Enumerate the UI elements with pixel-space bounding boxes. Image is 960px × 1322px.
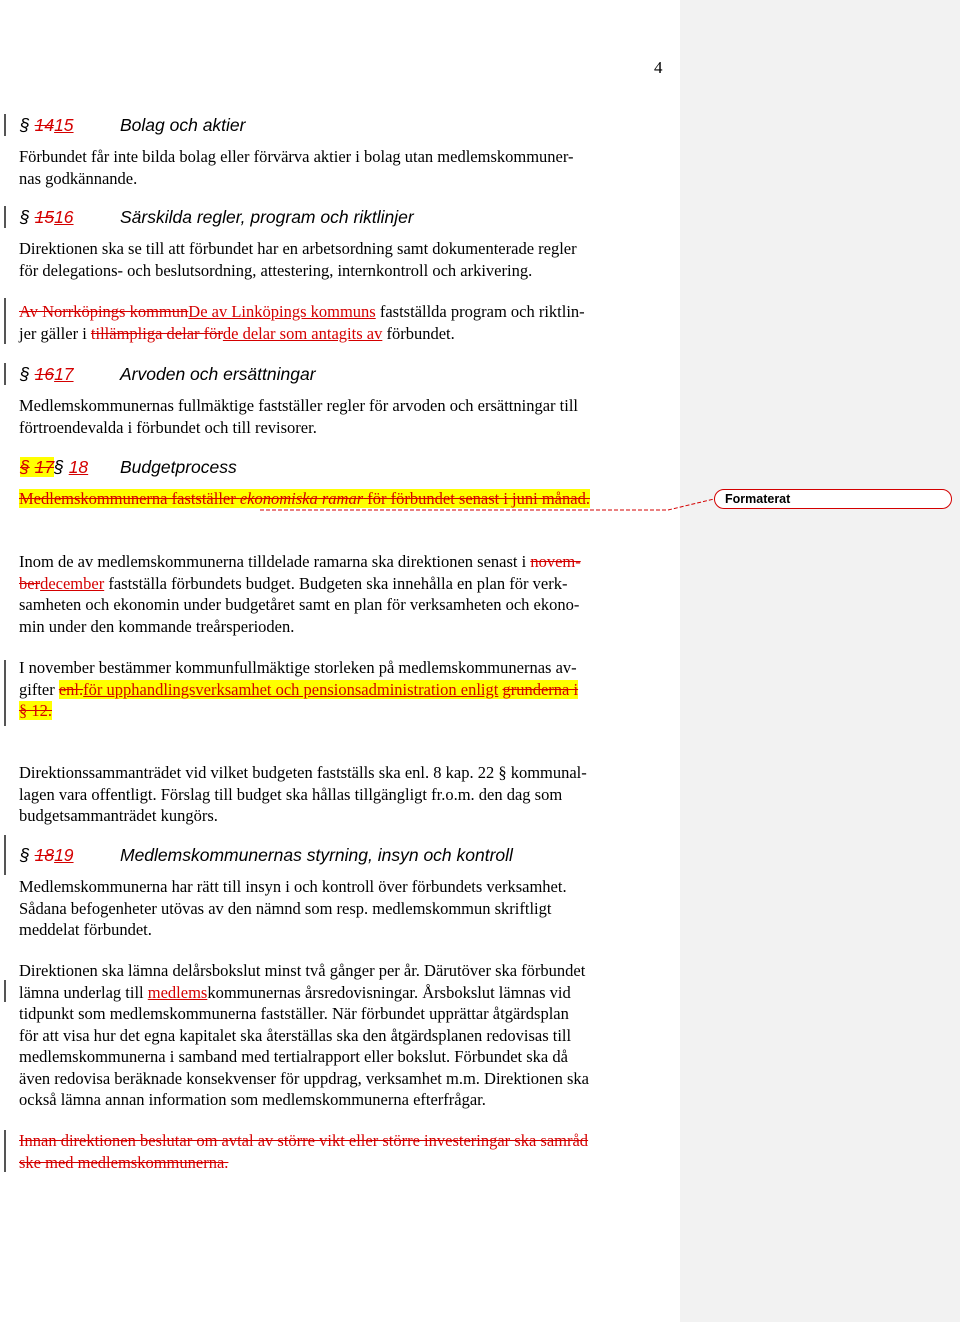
section-heading: § 1516 Särskilda regler, program och riktlinjer [20, 207, 414, 227]
paragraph: I november bestämmer kommunfullmäktige storleken på medlemskommunernas av- gifter enl.för upphandlingsverksamhet och pensionsadministration enligt grunderna i § 12. [19, 658, 579, 720]
change-bar [4, 1130, 6, 1172]
change-bar [4, 835, 6, 875]
section-heading: § 1415 Bolag och aktier [20, 115, 246, 135]
paragraph-deleted: Innan direktionen beslutar om avtal av större vikt eller större investeringar ska samråd ske med medlemskommunerna. [19, 1131, 589, 1172]
paragraph-deleted: Medlemskommunerna fastställer ekonomiska ramar för förbundet senast i juni månad. [19, 489, 590, 508]
paragraph: Direktionen ska se till att förbundet har en arbetsordning samt dokumenterade regler för delegations- och beslutsordning, attestering, internkontroll och arkivering. [19, 239, 577, 280]
comment-margin [680, 0, 960, 1322]
change-bar [4, 206, 6, 228]
change-bar [4, 660, 6, 726]
comment-balloon[interactable]: Formaterat [714, 489, 952, 509]
page-number: 4 [654, 58, 663, 77]
paragraph: Inom de av medlemskommunerna tilldelade ramarna ska direktionen senast i novem- berdecember fastställa förbundets budget. Budgeten ska innehålla en plan för verk- samheten och ekonomin under budgetåret samt en plan för verksamheten och ekono- min under den kommande treårsperioden. [19, 552, 581, 636]
paragraph: Direktionen ska lämna delårsbokslut minst två gånger per år. Därutöver ska förbundet lämna underlag till medlemskommunernas årsredovisningar. Årsbokslut lämnas vid tidpunkt som medlemskommunerna fastställer. När förbundet upprättar åtgärdsplan för att visa hur det egna kapitalet ska återställas ska den åtgärdsplanen redovisas till medlemskommunerna i samband med tertialrapport eller bokslut. Förbundet ska då även redovisa beräknade konsekvenser för uppdrag, verksamhet m.m. Direktionen ska också lämna annan information som medlemskommunerna efterfrågar. [19, 961, 589, 1109]
section-heading: § 1617 Arvoden och ersättningar [20, 364, 316, 384]
change-bar [4, 114, 6, 136]
change-bar [4, 980, 6, 1002]
paragraph: Förbundet får inte bilda bolag eller förvärva aktier i bolag utan medlemskommuner- nas godkännande. [19, 147, 574, 188]
paragraph: Medlemskommunerna har rätt till insyn i och kontroll över förbundets verksamhet. Sådana befogenheter utövas av den nämnd som resp. medlemskommun skriftligt meddelat förbundet. [19, 877, 567, 939]
change-bar [4, 298, 6, 344]
section-heading: § 17§ 18 Budgetprocess [20, 457, 237, 477]
section-heading: § 1819 Medlemskommunernas styrning, insyn och kontroll [20, 845, 513, 865]
paragraph: Direktionssammanträdet vid vilket budgeten fastställs ska enl. 8 kap. 22 § kommunal- lagen vara offentligt. Förslag till budget ska hållas tillgängligt fr.o.m. den dag som budgetsammanträdet kungörs. [19, 763, 587, 825]
paragraph: Medlemskommunernas fullmäktige fastställer regler för arvoden och ersättningar till förtroendevalda i förbundet och till revisorer. [19, 396, 578, 437]
change-bar [4, 363, 6, 385]
paragraph: Av Norrköpings kommunDe av Linköpings kommuns fastställda program och riktlin- jer gäller i tillämpliga delar förde delar som antagits av förbundet. [19, 302, 585, 343]
